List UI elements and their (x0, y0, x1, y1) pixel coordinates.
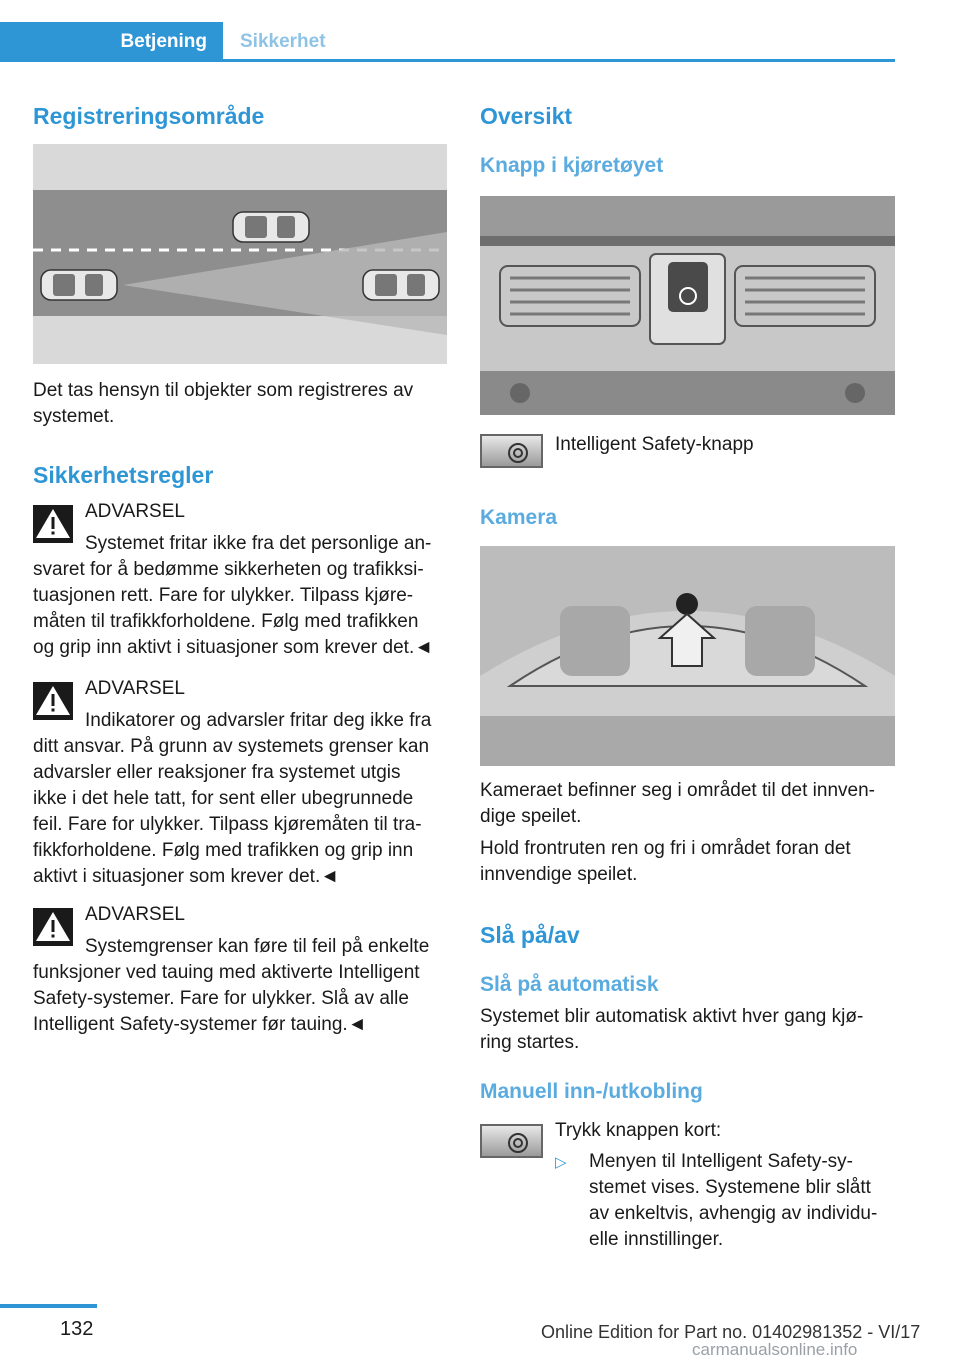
button-label: Intelligent Safety-knapp (555, 434, 754, 455)
tab-sikkerhet[interactable]: Sikkerhet (240, 31, 326, 52)
header-tabs (0, 22, 895, 62)
section-heading-sikkerhetsregler: Sikkerhetsregler (33, 462, 214, 488)
tab-betjening[interactable]: Betjening (0, 22, 223, 62)
car-left-icon (41, 270, 117, 300)
warning-1-title: ADVARSEL (85, 501, 185, 522)
subheading-knapp: Knapp i kjøretøyet (480, 154, 664, 177)
section-heading-registreringsomrade: Registreringsområde (33, 103, 265, 129)
warning-1-line-5: og grip inn aktivt i situasjoner som krever det.◄ (33, 637, 434, 658)
detection-area-figure (33, 144, 447, 364)
warning-icon (33, 505, 73, 543)
bullet-line-3: av enkeltvis, avhengig av individu- (589, 1203, 878, 1224)
subheading-sla-pa-automatisk: Slå på automatisk (480, 973, 659, 996)
warning-1-line-4: måten til trafikkforholdene. Følg med trafikken (33, 611, 419, 632)
warning-2-line-1: Indikatorer og advarsler fritar deg ikke fra (85, 710, 432, 731)
bullet-line-4: elle innstillinger. (589, 1229, 724, 1250)
warning-2-line-7: aktivt i situasjoner som krever det.◄ (33, 866, 340, 887)
warning-2-line-2: ditt ansvar. På grunn av systemets grenser kan (33, 736, 430, 757)
warning-3-line-3: Safety-systemer. Fare for ulykker. Slå av alle (33, 988, 409, 1009)
warning-2-title: ADVARSEL (85, 678, 185, 699)
figure-caption-line-1: Det tas hensyn til objekter som registreres av (33, 380, 414, 401)
subheading-kamera: Kamera (480, 506, 558, 529)
camera-line-1: Kameraet befinner seg i området til det innven- (480, 780, 875, 801)
warning-1-line-3: tuasjonen rett. Fare for ulykker. Tilpass kjøre- (33, 585, 414, 606)
header-rule (0, 59, 895, 62)
bullet-line-1: Menyen til Intelligent Safety-sy- (589, 1151, 854, 1172)
warning-icon (33, 908, 73, 946)
page-number: 132 (60, 1318, 94, 1340)
dashboard-button-figure (480, 196, 895, 415)
intelligent-safety-button-icon (480, 1124, 543, 1158)
warning-3-line-2: funksjoner ved tauing med aktiverte Intelligent (33, 962, 420, 983)
warning-1-line-2: svaret for å bedømme sikkerheten og trafikksi- (33, 559, 424, 580)
section-heading-oversikt: Oversikt (480, 103, 573, 129)
warning-2-line-3: advarsler eller reaksjoner fra systemet utgis (33, 762, 401, 783)
camera-location-figure (480, 546, 895, 766)
warning-3-line-4: Intelligent Safety-systemer før tauing.◄ (33, 1014, 367, 1035)
warning-3-line-1: Systemgrenser kan føre til feil på enkelte (85, 936, 430, 957)
watermark-text: carmanualsonline.info (692, 1340, 858, 1359)
car-right-icon (363, 270, 439, 300)
warning-2-line-6: fikkforholdene. Følg med trafikken og grip inn (33, 840, 414, 861)
figure-caption-line-2: systemet. (33, 406, 115, 427)
camera-line-3: Hold frontruten ren og fri i området foran det (480, 838, 851, 859)
bullet-marker-icon: ▷ (555, 1154, 567, 1171)
auto-line-1: Systemet blir automatisk aktivt hver gang kjø- (480, 1006, 864, 1027)
warning-2-line-4: ikke i det hele tatt, for sent eller ubegrunnede (33, 788, 414, 809)
footer-rule (0, 1304, 97, 1308)
auto-line-2: ring startes. (480, 1032, 580, 1053)
camera-line-2: dige speilet. (480, 806, 582, 827)
warning-3-title: ADVARSEL (85, 904, 185, 925)
bullet-line-2: stemet vises. Systemene blir slått (589, 1177, 871, 1198)
section-heading-sla-pa-av: Slå på/av (480, 922, 580, 948)
warning-1-line-1: Systemet fritar ikke fra det personlige an- (85, 533, 432, 554)
camera-line-4: innvendige speilet. (480, 864, 638, 885)
warning-2-line-5: feil. Fare for ulykker. Tilpass kjøremåten til tra- (33, 814, 422, 835)
subheading-manuell: Manuell inn-/utkobling (480, 1080, 703, 1103)
manual-intro: Trykk knappen kort: (555, 1120, 722, 1141)
edition-text: Online Edition for Part no. 01402981352 - VI/17 (541, 1322, 921, 1342)
intelligent-safety-button-icon (480, 434, 543, 468)
warning-icon (33, 682, 73, 720)
car-front-icon (233, 212, 309, 242)
